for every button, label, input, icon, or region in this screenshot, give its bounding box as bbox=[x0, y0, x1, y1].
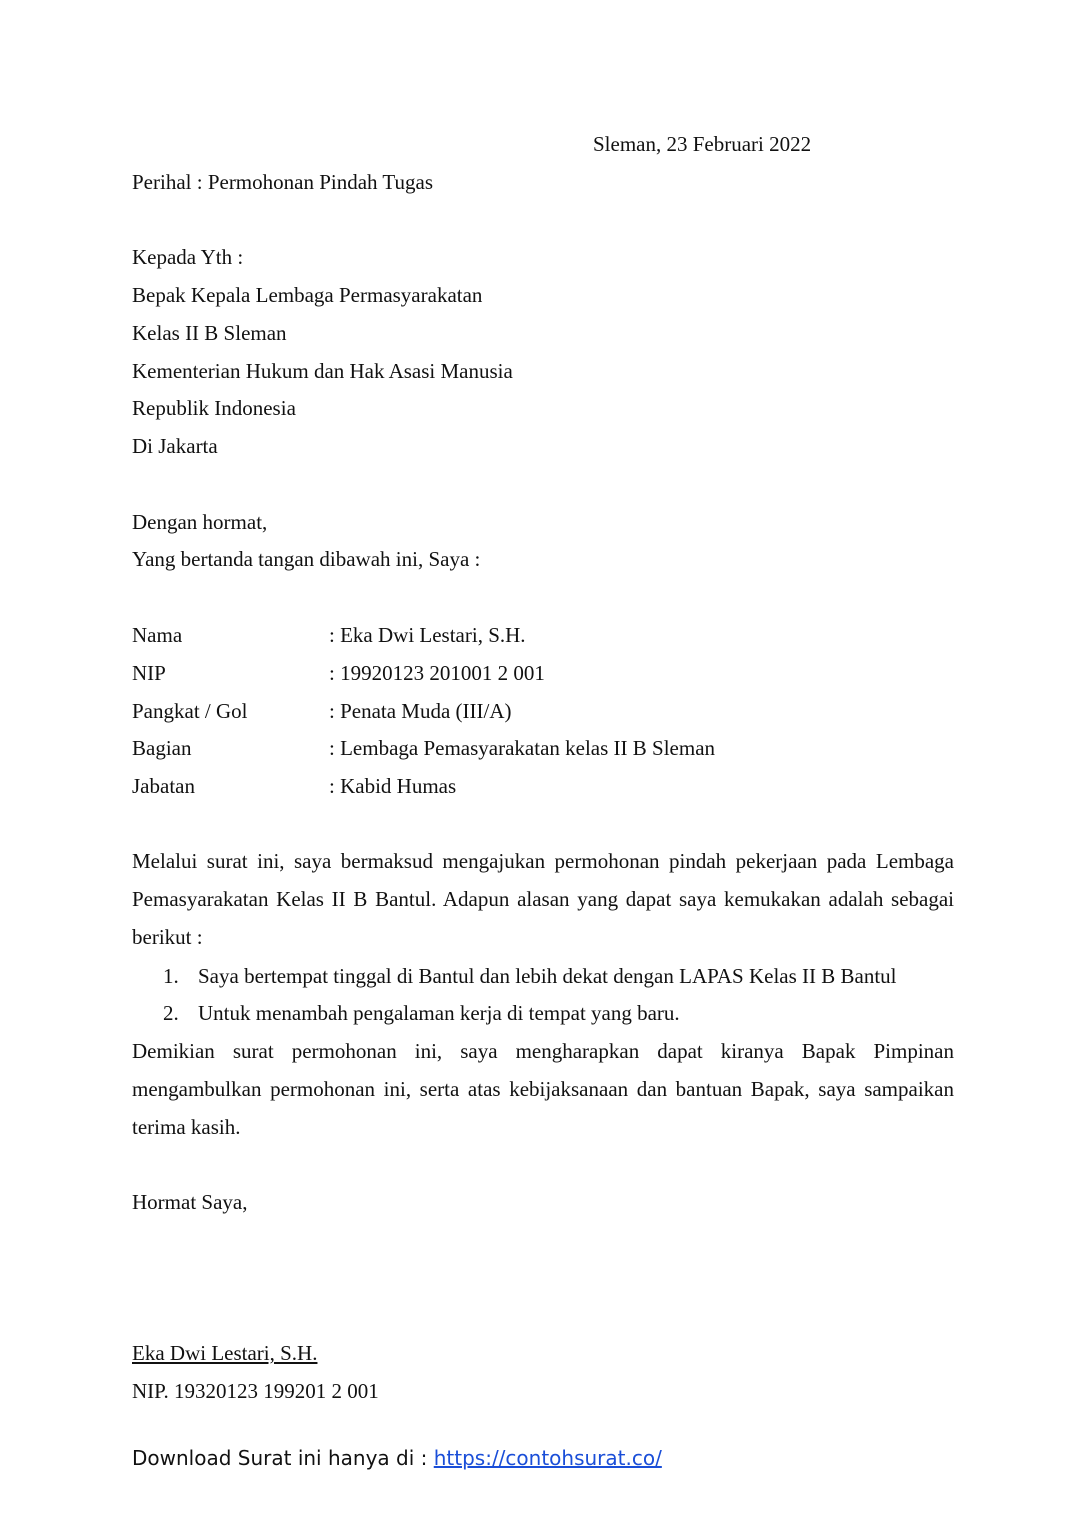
recipient-line: Bepak Kepala Lembaga Permasyarakatan bbox=[132, 283, 483, 307]
identity-label: Jabatan bbox=[132, 774, 195, 798]
signature-name: Eka Dwi Lestari, S.H. bbox=[132, 1341, 318, 1365]
letter-date: Sleman, 23 Februari 2022 bbox=[593, 132, 812, 156]
identity-label: Nama bbox=[132, 623, 183, 647]
letter-subject: Perihal : Permohonan Pindah Tugas bbox=[132, 170, 434, 194]
closing-paragraph: Demikian surat permohonan ini, saya mengharapkan dapat kiranya Bapak Pimpinan mengambulkan permohonan ini, serta atas kebijaksanaan dan bantuan Bapak, saya sampaikan terima kasih. bbox=[132, 1039, 954, 1139]
identity-label: Bagian bbox=[132, 736, 192, 760]
identity-value: : Eka Dwi Lestari, S.H. bbox=[329, 623, 526, 647]
recipient-line: Republik Indonesia bbox=[132, 396, 296, 420]
recipient-line: Kelas II B Sleman bbox=[132, 321, 287, 345]
list-item: Saya bertempat tinggal di Bantul dan lebih dekat dengan LAPAS Kelas II B Bantul bbox=[198, 964, 897, 988]
signature-nip: NIP. 19320123 199201 2 001 bbox=[132, 1379, 379, 1403]
list-item: Untuk menambah pengalaman kerja di tempat yang baru. bbox=[198, 1001, 680, 1025]
intro-line: Yang bertanda tangan dibawah ini, Saya : bbox=[132, 547, 481, 571]
identity-value: : Kabid Humas bbox=[329, 774, 457, 798]
recipient-line: Kepada Yth : bbox=[132, 245, 244, 269]
recipient-line: Kementerian Hukum dan Hak Asasi Manusia bbox=[132, 359, 513, 383]
recipient-line: Di Jakarta bbox=[132, 434, 218, 458]
identity-value: : Lembaga Pemasyarakatan kelas II B Sleman bbox=[329, 736, 716, 760]
identity-label: Pangkat / Gol bbox=[132, 699, 248, 723]
body-paragraph: Melalui surat ini, saya bermaksud mengajukan permohonan pindah pekerjaan pada Lembaga Pemasyarakatan Kelas II B Bantul. Adapun alasan yang dapat saya kemukakan adalah sebagai berikut : bbox=[132, 849, 954, 949]
footer-link[interactable]: https://contohsurat.co/ bbox=[433, 1446, 662, 1470]
identity-value: : 19920123 201001 2 001 bbox=[329, 661, 545, 685]
list-number: 1. bbox=[163, 964, 179, 988]
footer-text: Download Surat ini hanya di : bbox=[132, 1446, 434, 1470]
greeting: Dengan hormat, bbox=[132, 510, 268, 534]
download-footer bbox=[132, 1446, 662, 1470]
identity-value: : Penata Muda (III/A) bbox=[329, 699, 512, 723]
signoff: Hormat Saya, bbox=[132, 1190, 248, 1214]
list-number: 2. bbox=[163, 1001, 179, 1025]
identity-label: NIP bbox=[132, 661, 166, 685]
